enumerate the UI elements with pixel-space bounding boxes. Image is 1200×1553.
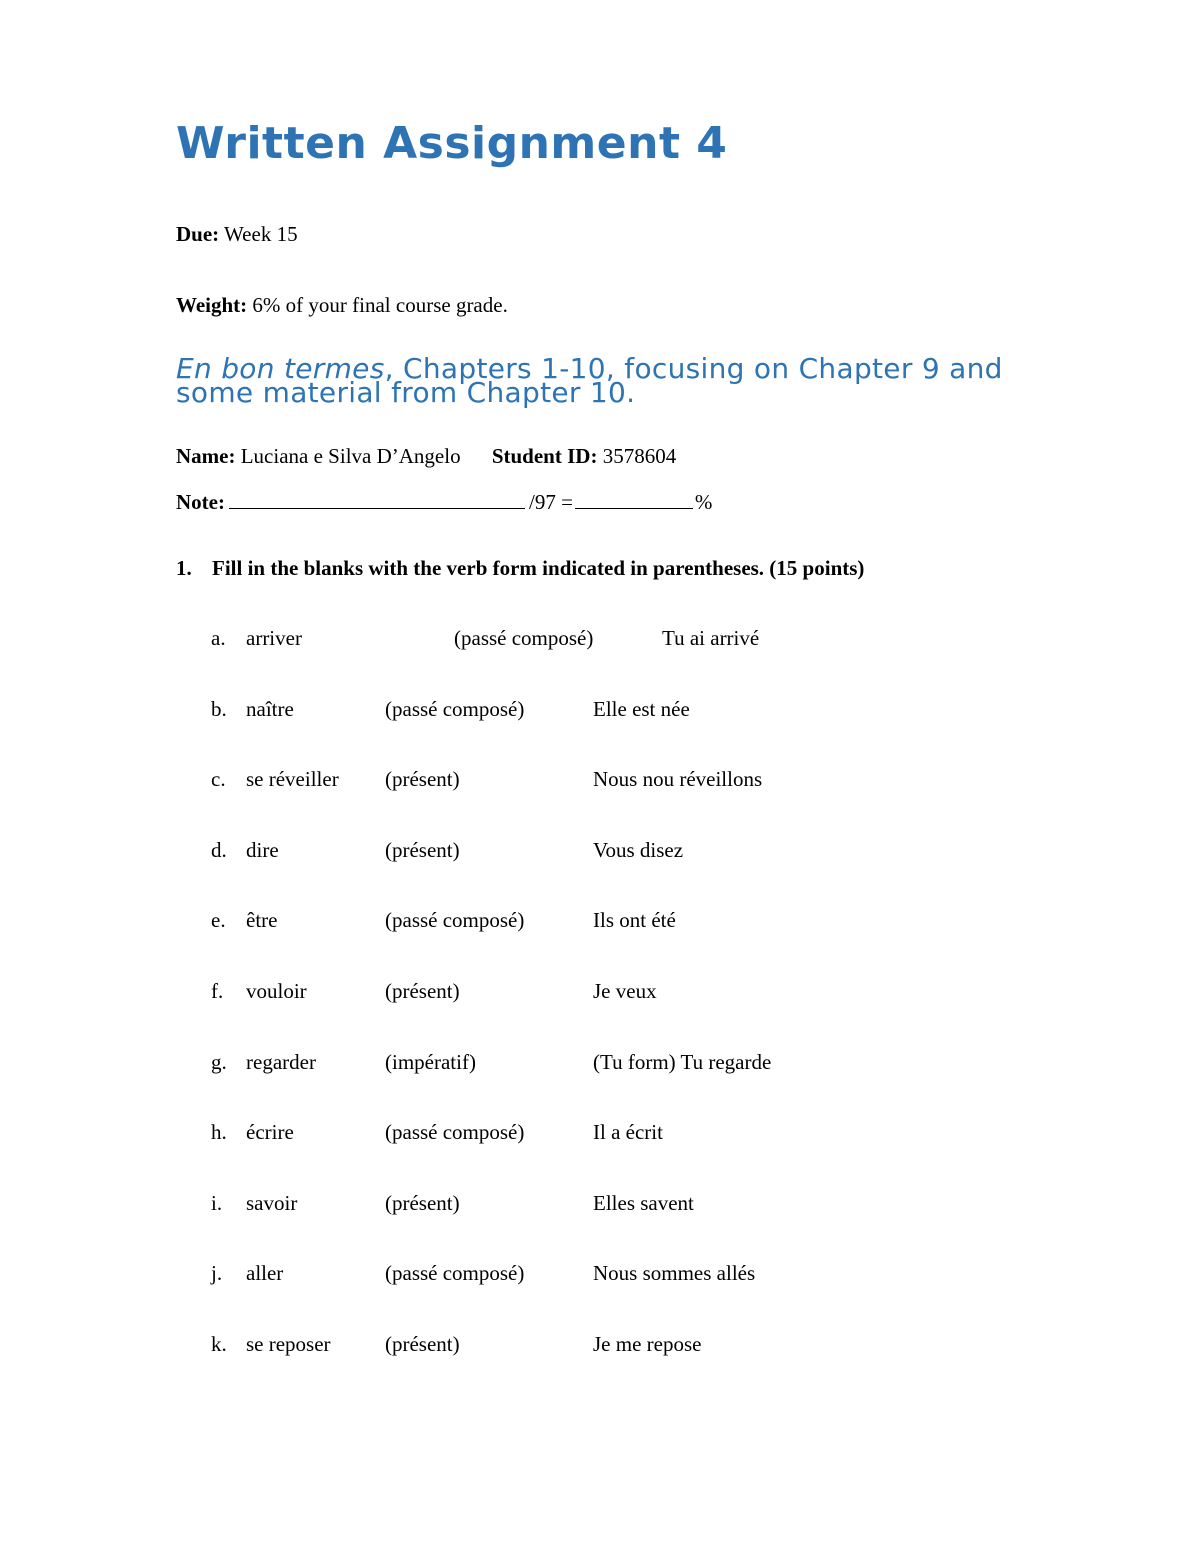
note-label: Note: — [176, 490, 225, 514]
item-tense: (passé composé) — [454, 626, 594, 650]
item-tense: (présent) — [385, 767, 460, 791]
item-verb: se reposer — [246, 1332, 331, 1356]
note-percent: % — [694, 490, 713, 514]
item-verb: arriver — [246, 626, 302, 650]
question-1 — [176, 556, 864, 581]
item-letter: e. — [211, 908, 226, 932]
weight-line — [176, 293, 508, 318]
item-tense: (présent) — [385, 838, 460, 862]
item-verb: être — [246, 908, 278, 932]
item-tense: (impératif) — [385, 1050, 476, 1074]
name-label: Name: — [176, 444, 236, 468]
item-verb: dire — [246, 838, 279, 862]
item-letter: i. — [211, 1191, 223, 1215]
question-number: 1. — [176, 556, 192, 580]
item-tense: (présent) — [385, 979, 460, 1003]
item-verb: aller — [246, 1261, 284, 1285]
item-letter: a. — [211, 626, 226, 650]
item-letter: h. — [211, 1120, 227, 1144]
item-tense: (présent) — [385, 1332, 460, 1356]
item-letter: b. — [211, 697, 227, 721]
item-letter: j. — [211, 1261, 223, 1285]
item-verb: naître — [246, 697, 294, 721]
item-letter: g. — [211, 1050, 227, 1074]
name-value: Luciana e Silva D’Angelo — [240, 444, 461, 468]
subtitle-text: , Chapters 1-10, focusing on Chapter 9 and some material from Chapter 10. — [176, 352, 1003, 409]
weight-value: 6% of your final course grade. — [252, 293, 508, 317]
item-verb: savoir — [246, 1191, 298, 1215]
item-answer: Nous sommes allés — [593, 1261, 756, 1285]
name-row — [176, 444, 676, 469]
item-verb: se réveiller — [246, 767, 339, 791]
item-letter: c. — [211, 767, 226, 791]
item-letter: k. — [211, 1332, 227, 1356]
item-letter: d. — [211, 838, 227, 862]
item-tense: (présent) — [385, 1191, 460, 1215]
item-answer: Ils ont été — [593, 908, 676, 932]
item-answer: Nous nou réveillons — [593, 767, 763, 791]
item-verb: regarder — [246, 1050, 316, 1074]
item-answer: Il a écrit — [593, 1120, 663, 1144]
score-blank[interactable] — [229, 486, 525, 509]
item-answer: Elle est née — [593, 697, 690, 721]
item-answer: Je me repose — [593, 1332, 702, 1356]
item-tense: (passé composé) — [385, 1120, 525, 1144]
item-answer: Elles savent — [593, 1191, 694, 1215]
item-answer: Je veux — [593, 979, 657, 1003]
item-verb: écrire — [246, 1120, 294, 1144]
item-letter: f. — [211, 979, 224, 1003]
item-tense: (passé composé) — [385, 697, 525, 721]
page-title: Written Assignment 4 — [176, 118, 728, 169]
student-id-value: 3578604 — [602, 444, 677, 468]
item-tense: (passé composé) — [385, 1261, 525, 1285]
subtitle-book-title: En bon termes — [176, 352, 385, 385]
item-tense: (passé composé) — [385, 908, 525, 932]
note-row — [176, 486, 712, 515]
question-text: Fill in the blanks with the verb form indicated in parentheses. (15 points) — [212, 556, 865, 580]
percent-blank[interactable] — [575, 486, 693, 509]
due-label: Due: — [176, 222, 220, 246]
subtitle — [176, 352, 1056, 409]
item-answer: Vous disez — [593, 838, 684, 862]
item-verb: vouloir — [246, 979, 307, 1003]
due-line — [176, 222, 298, 247]
student-id-label: Student ID: — [491, 444, 598, 468]
due-value: Week 15 — [224, 222, 298, 246]
item-answer: (Tu form) Tu regarde — [593, 1050, 772, 1074]
item-answer: Tu ai arrivé — [662, 626, 760, 650]
weight-label: Weight: — [176, 293, 248, 317]
note-total: /97 = — [528, 490, 573, 514]
